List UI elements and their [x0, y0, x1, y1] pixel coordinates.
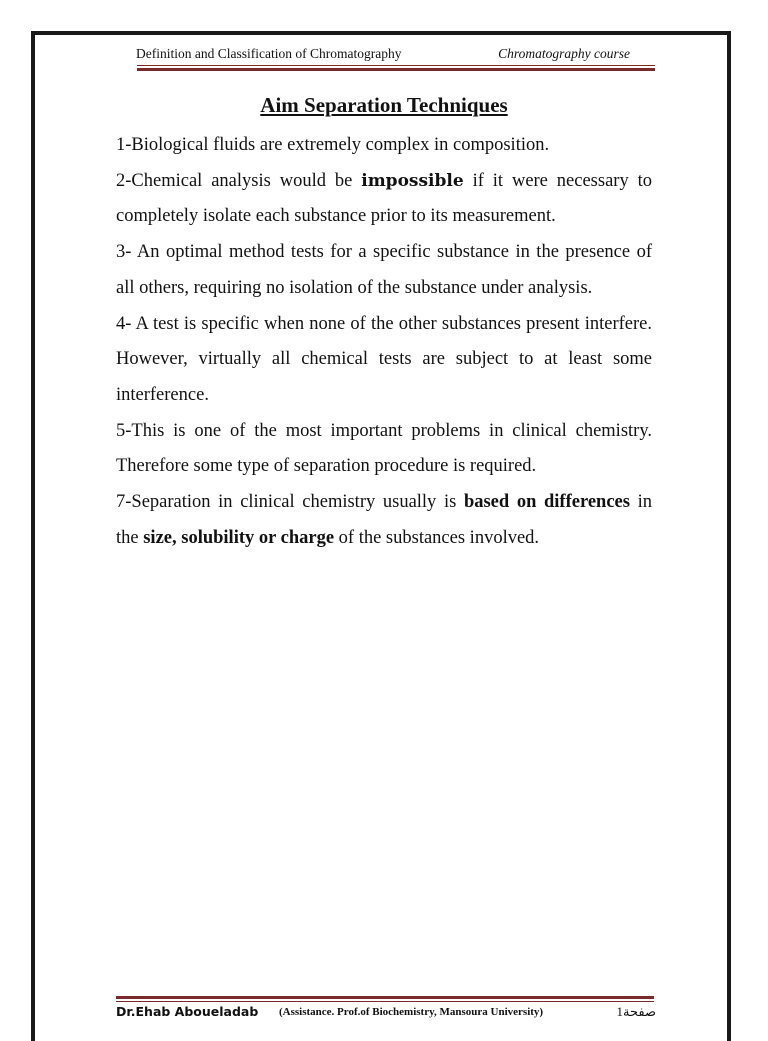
header-rule-thin: [137, 65, 655, 66]
page-header: [116, 44, 654, 66]
paragraph-2-text-a: 2-Chemical analysis would be: [116, 170, 362, 191]
emphasis-impossible: impossible: [361, 170, 464, 191]
paragraph-1: [116, 128, 652, 164]
footer-affiliation: (Assistance. Prof.of Biochemistry, Mansoura University): [279, 1006, 544, 1018]
paragraph-4: [116, 307, 652, 414]
emphasis-size-solubility-charge: size, solubility or charge: [143, 527, 335, 548]
paragraph-7-text-c: in the: [116, 492, 652, 548]
header-left-title: Definition and Classification of Chromatography: [136, 46, 402, 61]
footer-rule-thin: [116, 1001, 654, 1002]
paragraph-5: [116, 414, 652, 485]
paragraph-4-text: 4- A test is specific when none of the other substances present interfere. However, virtually all chemical tests are subject to at least some interference.: [116, 313, 652, 405]
paragraph-7: [116, 485, 652, 556]
footer-page-number: صفحة1: [616, 1004, 656, 1019]
header-rule-thick: [137, 68, 655, 71]
paragraph-7-text-e: of the substances involved.: [334, 527, 540, 548]
page-title: Aim Separation Techniques: [260, 93, 508, 117]
page-footer: [116, 1003, 656, 1023]
paragraph-3-text: 3- An optimal method tests for a specific substance in the presence of all others, requiring no isolation of the substance under analysis.: [116, 242, 652, 298]
paragraph-5-text: 5-This is one of the most important problems in clinical chemistry. Therefore some type of separation procedure is required.: [116, 420, 652, 477]
paragraph-2: [116, 164, 652, 235]
paragraph-2-text-c: if it were necessary to completely isolate each substance prior to its measurement.: [116, 170, 652, 227]
paragraph-3: [116, 235, 652, 306]
body-text: [116, 128, 652, 556]
footer-rule-thick: [116, 996, 654, 999]
paragraph-7-text-a: 7-Separation in clinical chemistry usually is: [116, 492, 464, 513]
header-right-title: Chromatography course: [498, 46, 630, 61]
paragraph-1-text: 1-Biological fluids are extremely complex in composition.: [116, 135, 550, 155]
footer-author: Dr.Ehab Aboueladab: [116, 1004, 259, 1019]
emphasis-based-on-differences: based on differences: [463, 492, 630, 513]
